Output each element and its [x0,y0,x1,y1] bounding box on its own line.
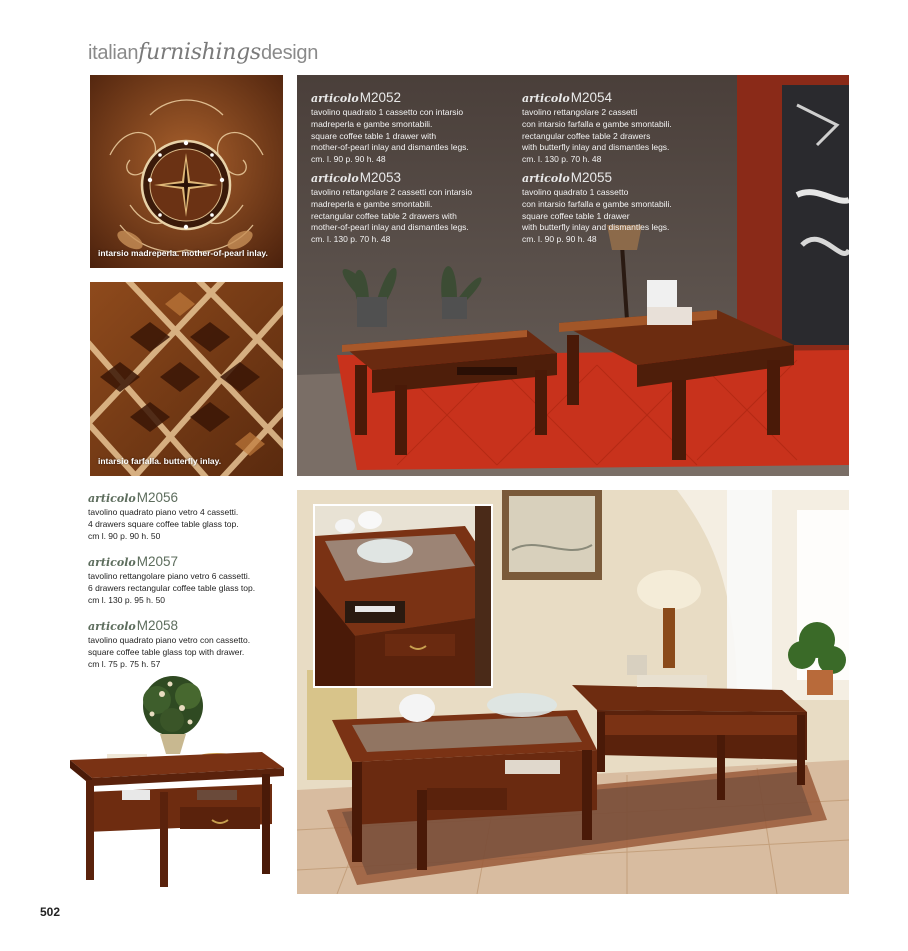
small-table-with-plant [62,672,290,892]
product-code: M2058 [136,618,179,633]
product-code: M2052 [359,90,402,105]
product-code: M2055 [570,170,613,185]
product-desc-line: tavolino rettangolare 2 cassetti con intarsio [311,187,473,197]
product-desc-line: tavolino quadrato 1 cassetto [522,187,629,197]
caption-butterfly: intarsio farfalla. butterfly inlay. [98,456,222,466]
product-m2053 [311,170,472,246]
product-desc-line: square coffee table 1 drawer [522,210,630,221]
caption-mother-of-pearl: intarsio madreperla. mother-of-pearl inlay. [98,248,268,258]
product-desc-line: con intarsio farfalla e gambe smontabili. [522,198,672,209]
inset-glass-top-detail [313,504,493,688]
article-label: articolo [522,172,570,185]
product-desc-line: rectangular coffee table 2 drawers [522,130,651,141]
article-label: articolo [88,492,136,505]
product-dimensions: cm l. 90 p. 90 h. 50 [88,530,161,541]
photo-butterfly-inlay [90,282,283,476]
product-m2052 [311,90,469,166]
product-dimensions: cm. l. 90 p. 90 h. 48 [522,234,597,245]
product-desc-line: tavolino quadrato piano vetro 4 cassetti. [88,507,239,517]
inset-detail-image [315,506,491,686]
product-dimensions: cm. l. 130 p. 70 h. 48 [522,154,602,165]
product-desc-line: tavolino quadrato piano vetro con cassetto. [88,635,251,645]
photo-glass-top-coffee-tables [297,490,849,894]
product-dimensions: cm. l. 90 p. 90 h. 48 [311,154,386,165]
product-desc-line: tavolino quadrato 1 cassetto con intarsio [311,107,464,117]
photo-mother-of-pearl-inlay [90,75,283,268]
inlay-madreperla-image [90,75,283,268]
article-label: articolo [311,172,359,185]
article-label: articolo [88,620,136,633]
product-desc-line: madreperla e gambe smontabili. [311,198,433,209]
product-desc-line: tavolino rettangolare 2 cassetti [522,107,638,117]
photo-inlaid-coffee-tables [297,75,849,476]
brand-italian: italian [88,42,139,64]
product-code: M2053 [359,170,402,185]
product-desc-line: with butterfly inlay and dismantles legs. [522,142,670,153]
product-desc-line: con intarsio farfalla e gambe smontabili. [522,118,672,129]
product-desc-line: mother-of-pearl inlay and dismantles legs. [311,222,469,233]
product-code: M2057 [136,554,179,569]
product-m2057 [88,554,255,606]
article-label: articolo [311,92,359,105]
product-desc-line: rectangular coffee table 2 drawers with [311,210,457,221]
product-m2056 [88,490,239,542]
page-number: 502 [40,905,61,919]
product-m2055 [522,170,672,246]
product-desc-line: square coffee table 1 drawer with [311,130,437,141]
product-desc-line: madreperla e gambe smontabili. [311,118,433,129]
product-desc-line: 6 drawers rectangular coffee table glass top. [88,582,256,593]
article-label: articolo [88,556,136,569]
product-dimensions: cm l. 130 p. 95 h. 50 [88,594,166,605]
product-desc-line: with butterfly inlay and dismantles legs. [522,222,670,233]
product-desc-line: tavolino rettangolare piano vetro 6 cassetti. [88,571,251,581]
product-dimensions: cm. l. 130 p. 70 h. 48 [311,234,391,245]
product-desc-line: square coffee table glass top with drawer. [88,646,245,657]
brand-design: design [260,42,319,64]
product-desc-line: 4 drawers square coffee table glass top. [88,518,239,529]
product-dimensions: cm l. 75 p. 75 h. 57 [88,658,161,669]
article-label: articolo [522,92,570,105]
product-code: M2054 [570,90,613,105]
product-desc-line: mother-of-pearl inlay and dismantles legs. [311,142,469,153]
photo-m2058-table [62,672,290,892]
brand-header [88,40,318,65]
inlay-farfalla-image [90,282,283,476]
product-code: M2056 [136,490,179,505]
brand-furnishings: furnishings [138,40,261,65]
product-m2054 [522,90,672,166]
product-m2058 [88,618,250,670]
